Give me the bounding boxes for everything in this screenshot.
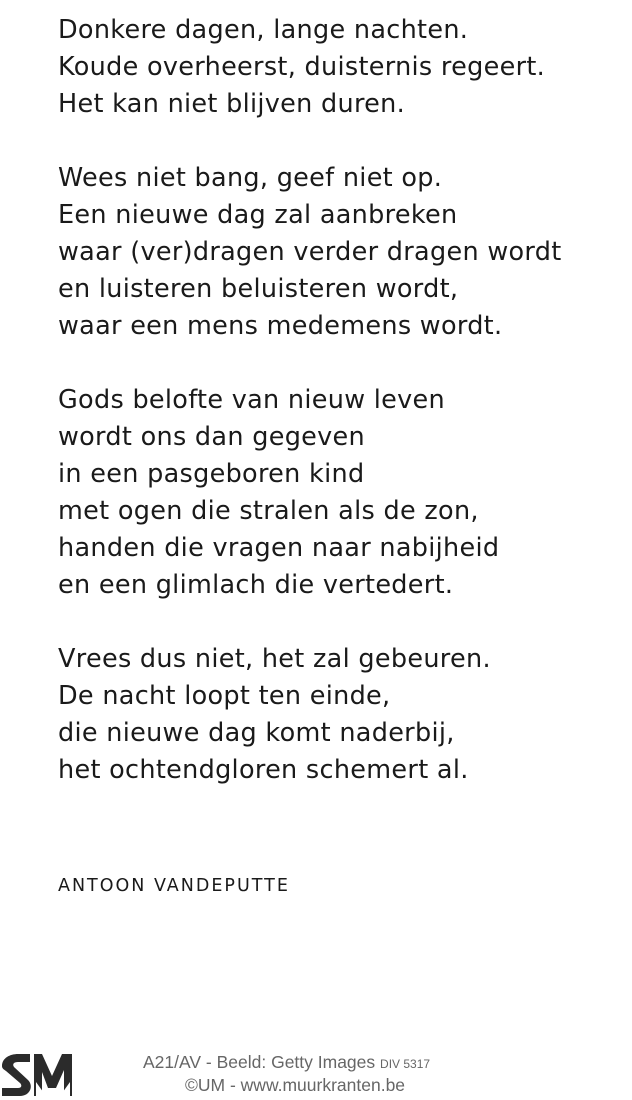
poem-line: en een glimlach die vertedert. — [58, 570, 454, 600]
poem-line: met ogen die stralen als de zon, — [58, 496, 479, 526]
poem-line: Vrees dus niet, het zal gebeuren. — [58, 644, 491, 674]
poem-line: het ochtendgloren schemert al. — [58, 755, 469, 785]
footer — [0, 1046, 632, 1100]
poem-line: handen die vragen naar nabijheid — [58, 533, 500, 563]
poem-line: Het kan niet blijven duren. — [58, 89, 406, 119]
um-logo — [0, 1052, 76, 1098]
poem — [58, 12, 630, 826]
code-text: DIV 5317 — [380, 1057, 431, 1071]
credit-text: A21/AV - Beeld: Getty Images — [143, 1052, 376, 1072]
poem-line: Koude overheerst, duisternis regeert. — [58, 52, 546, 82]
poem-line: die nieuwe dag komt naderbij, — [58, 718, 455, 748]
poem-line: Donkere dagen, lange nachten. — [58, 15, 469, 45]
author-name: ANTOON VANDEPUTTE — [58, 876, 290, 896]
poem-line: en luisteren beluisteren wordt, — [58, 274, 459, 304]
stanza — [58, 382, 630, 604]
stanza — [58, 641, 630, 789]
poem-line: Gods belofte van nieuw leven — [58, 385, 445, 415]
poem-line: waar (ver)dragen verder dragen wordt — [58, 237, 562, 267]
credits — [143, 1052, 430, 1096]
poem-line: waar een mens medemens wordt. — [58, 311, 503, 341]
poem-line: De nacht loopt ten einde, — [58, 681, 391, 711]
poem-line: in een pasgeboren kind — [58, 459, 365, 489]
poem-line: Een nieuwe dag zal aanbreken — [58, 200, 458, 230]
stanza — [58, 12, 630, 123]
credit-line — [143, 1052, 430, 1075]
poem-line: Wees niet bang, geef niet op. — [58, 163, 443, 193]
copyright-line: ©UM - www.muurkranten.be — [185, 1075, 406, 1095]
poem-line: wordt ons dan gegeven — [58, 422, 366, 452]
stanza — [58, 160, 630, 345]
